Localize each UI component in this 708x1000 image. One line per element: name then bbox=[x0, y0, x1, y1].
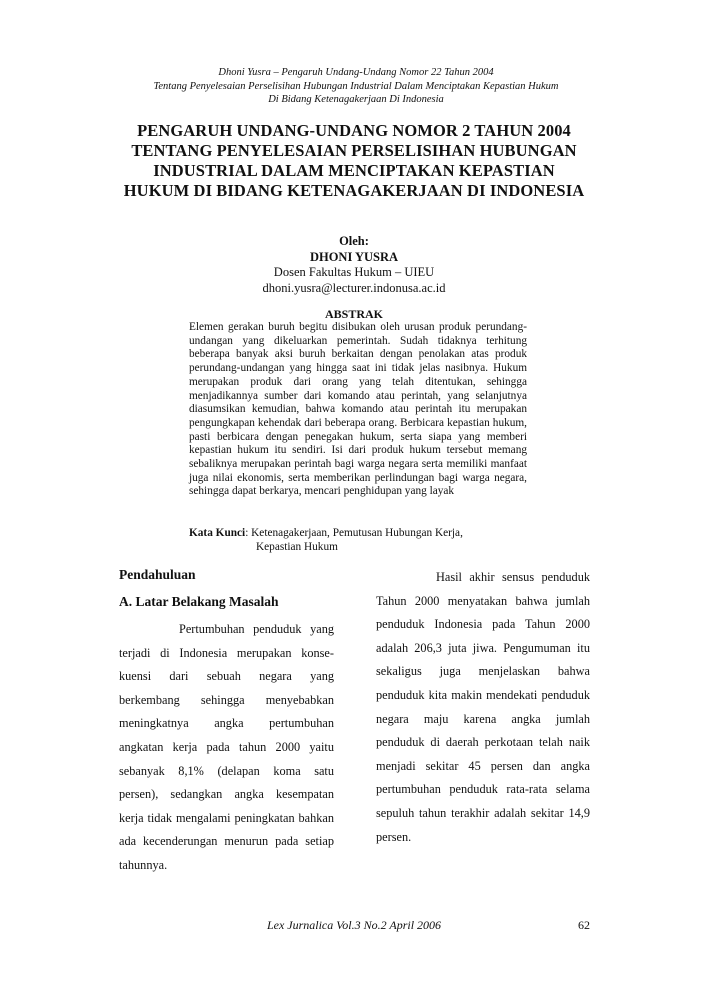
paper-title bbox=[90, 121, 618, 201]
author-name: DHONI YUSRA bbox=[309, 249, 399, 264]
author-affiliation: Dosen Fakultas Hukum – UIEU bbox=[273, 265, 435, 279]
body-paragraph-right: Hasil akhir sensus penduduk Tahun 2000 menyatakan bahwa jumlah penduduk Indonesia pada Tahun 2000 adalah 206,3 juta jiwa. Pengumuman itu sekaligus juga menjelaskan bahwa penduduk kita makin mendekati penduduk negara maju karena angka jumlah penduduk di daerah perkotaan telah naik menjadi sekitar 45 persen dan angka pertumbuhan penduduk rata-rata selama sepuluh tahun terakhir adalah sekitar 14,9 persen. bbox=[376, 570, 590, 844]
body-paragraph-left: Pertumbuhan penduduk yang terjadi di Indonesia merupakan konse-kuensi dari sebuah negara yang berkembang sehingga menyebabkan meningkatnya angka pertumbuhan angkatan kerja pada tahun 2000 yaitu sebanyak 8,1% (delapan koma satu persen), sedangkan angka kesempatan kerja tidak mengalami peningkatan bahkan ada kecenderungan menurun pada setiap tahunnya. bbox=[119, 622, 334, 872]
keywords-line2: Kepastian Hukum bbox=[256, 541, 338, 553]
running-header-line: Di Bidang Ketenagakerjaan Di Indonesia bbox=[268, 94, 444, 105]
by-label: Oleh: bbox=[339, 234, 369, 248]
title-line: PENGARUH UNDANG-UNDANG NOMOR 2 TAHUN 2004 bbox=[137, 121, 571, 140]
title-line: HUKUM DI BIDANG KETENAGAKERJAAN DI INDONESIA bbox=[123, 181, 585, 200]
subsection-heading: A. Latar Belakang Masalah bbox=[119, 594, 279, 609]
keywords-block bbox=[189, 526, 527, 554]
page-number: 62 bbox=[578, 918, 590, 932]
author-block bbox=[154, 234, 554, 296]
title-line: TENTANG PENYELESAIAN PERSELISIHAN HUBUNGAN bbox=[131, 141, 577, 160]
keywords-line1: : Ketenagakerjaan, Pemutusan Hubungan Kerja, bbox=[245, 527, 463, 539]
keywords-label: Kata Kunci bbox=[189, 527, 246, 539]
abstract-heading: ABSTRAK bbox=[324, 307, 383, 321]
author-email: dhoni.yusra@lecturer.indonusa.ac.id bbox=[262, 280, 446, 295]
footer-journal: Lex Jurnalica Vol.3 No.2 April 2006 bbox=[266, 918, 442, 932]
section-heading: Pendahuluan bbox=[119, 567, 196, 582]
abstract-text: Elemen gerakan buruh begitu disibukan oleh urusan produk perundang-undangan yang dikeluarkan pemerintah. Sudah tidaknya terhitung beberapa banyak aksi buruh berkaitan dengan penolakan atas produk perundang-undangan yang hingga saat ini tidak jelas nasibnya. Hukum merupakan produk dari orang yang telah ditentukan, sehingga menjadikannya sumber dari komando atau perintah, yang selanjutnya diasumsikan kemudian, bahwa komando atau perintah itu merupakan pengungkapan kehendak dari beberapa orang. Berbicara kepastian hukum, pasti berbicara dengan penegakan hukum, serta siapa yang memberi kepastian hukum itu sendiri. Isi dari produk hukum tersebut memang sebaliknya merupakan perintah bagi warga negara serta memiliki manfaat juga nilai ekonomis, serta memberikan perlindungan bagi warga negara, sehingga dapat berkarya, mencari penghidupan yang layak bbox=[189, 321, 527, 498]
title-line: INDUSTRIAL DALAM MENCIPTAKAN KEPASTIAN bbox=[153, 161, 555, 180]
left-column bbox=[119, 566, 334, 878]
running-header-line: Dhoni Yusra – Pengaruh Undang-Undang Nomor 22 Tahun 2004 bbox=[218, 67, 494, 78]
running-header-line: Tentang Penyelesaian Perselisihan Hubungan Industrial Dalam Menciptakan Kepastian Hukum bbox=[153, 80, 559, 92]
right-column bbox=[376, 566, 590, 849]
running-header bbox=[100, 66, 612, 107]
